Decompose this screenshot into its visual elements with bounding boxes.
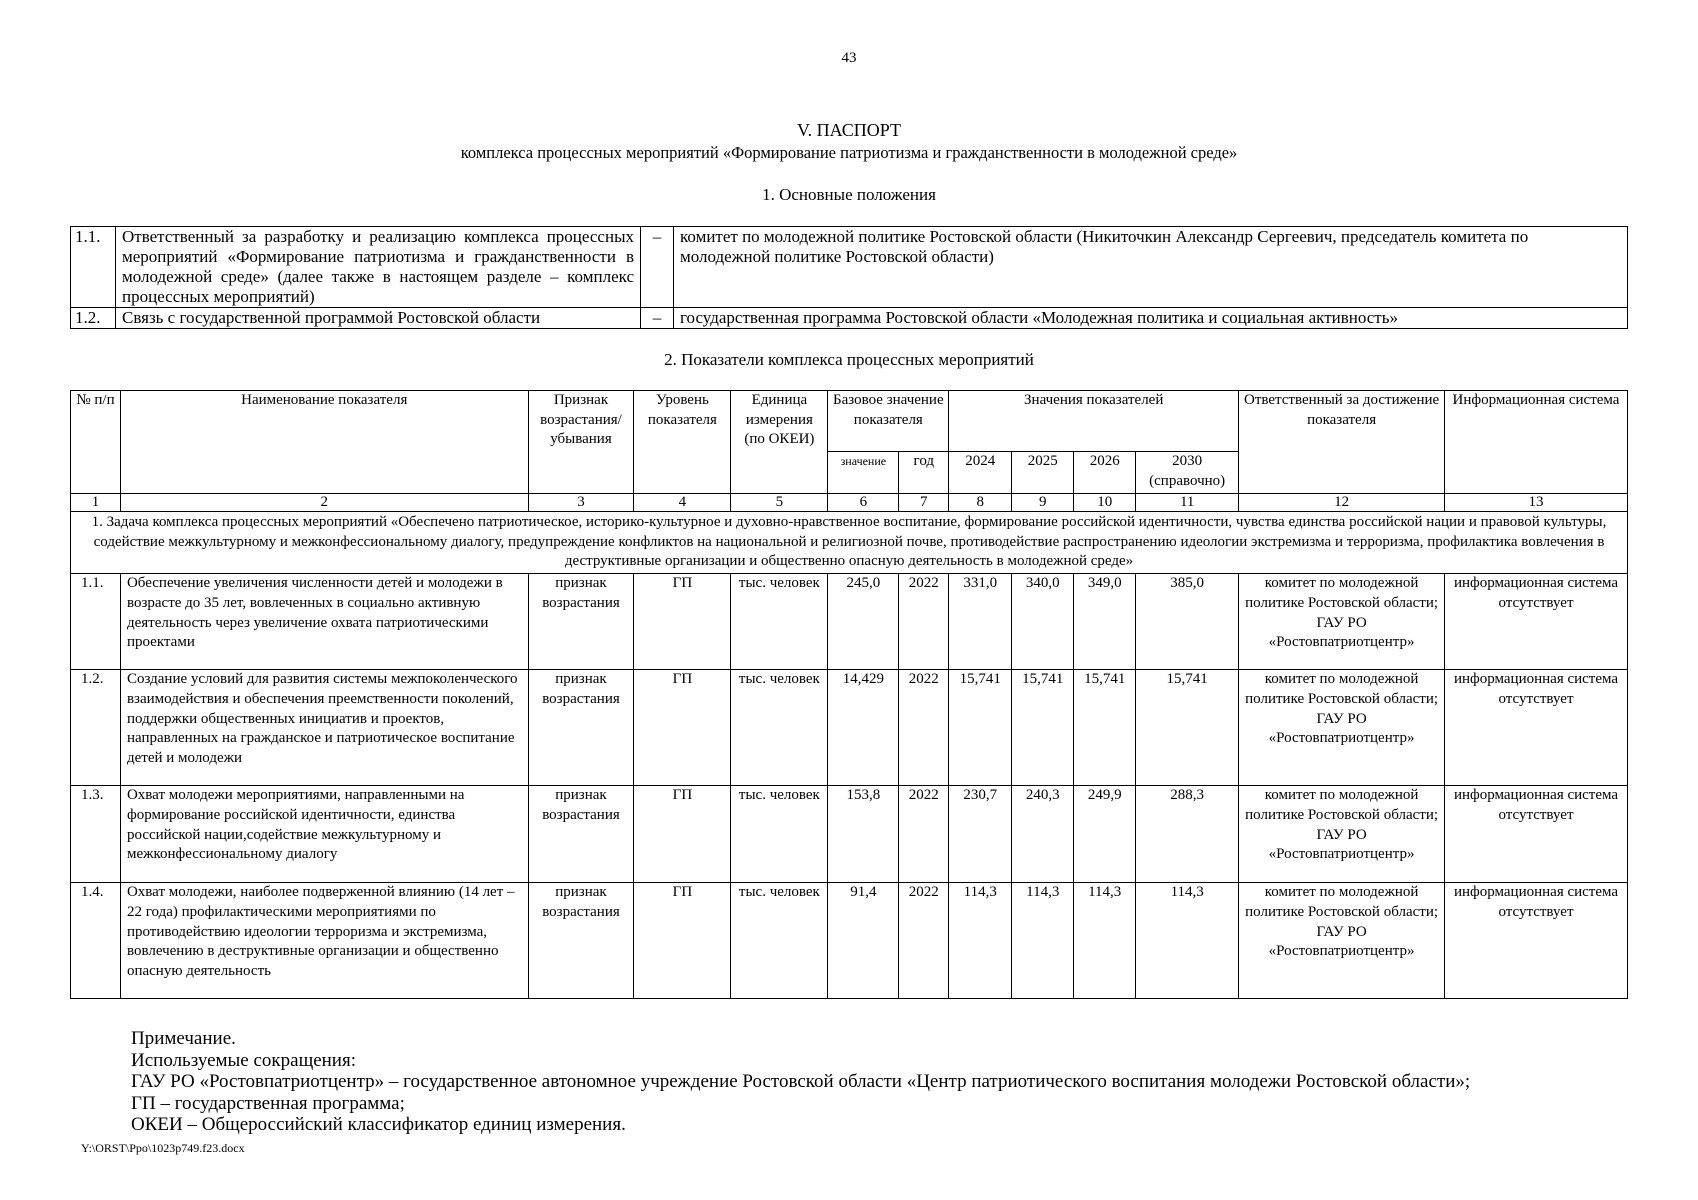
base-value: 153,8 (828, 786, 899, 883)
row-dash: – (641, 308, 674, 329)
col-number: 1 (71, 494, 121, 512)
column-number-row (71, 494, 1628, 512)
col-number: 12 (1239, 494, 1445, 512)
header-level: Уровень показателя (634, 391, 731, 494)
col-number: 3 (528, 494, 634, 512)
row-number: 1.3. (71, 786, 121, 883)
indicator-level: ГП (634, 670, 731, 786)
value-2030: 15,741 (1136, 670, 1239, 786)
responsible: комитет по молодежной политике Ростовской области; ГАУ РО «Ростовпатриотцентр» (1239, 574, 1445, 670)
header-num: № п/п (71, 391, 121, 494)
col-number: 9 (1012, 494, 1074, 512)
footer-file-path: Y:\ORST\Ppo\1023p749.f23.docx (81, 1141, 245, 1155)
value-2030: 114,3 (1136, 883, 1239, 999)
value-2025: 114,3 (1012, 883, 1074, 999)
col-number: 6 (828, 494, 899, 512)
header-infosys: Информационная система (1445, 391, 1628, 494)
value-2024: 230,7 (949, 786, 1012, 883)
indicator-trend: признак возрастания (528, 574, 634, 670)
value-2025: 240,3 (1012, 786, 1074, 883)
responsible: комитет по молодежной политике Ростовской области; ГАУ РО «Ростовпатриотцентр» (1239, 670, 1445, 786)
table-row (71, 308, 1628, 329)
notes-title: Примечание. (131, 1028, 236, 1049)
header-responsible: Ответственный за достижение показателя (1239, 391, 1445, 494)
header-base-value: значение (828, 452, 899, 494)
col-number: 2 (120, 494, 528, 512)
header-2030: 2030 (справочно) (1136, 452, 1239, 494)
indicator-level: ГП (634, 786, 731, 883)
table-row (71, 786, 1628, 883)
row-number: 1.2. (71, 308, 116, 329)
base-year: 2022 (899, 670, 949, 786)
indicator-name: Охват молодежи, наиболее подверженной влиянию (14 лет – 22 года) профилактическими мероприятиями по противодействию идеологии терроризма и экстремизма, вовлечению в деструктивные организации и общественно опасную деятельность (120, 883, 528, 999)
section-heading-indicators: 2. Показатели комплекса процессных мероприятий (664, 350, 1034, 369)
indicator-trend: признак возрастания (528, 786, 634, 883)
value-2024: 15,741 (949, 670, 1012, 786)
col-number: 11 (1136, 494, 1239, 512)
document-subtitle: комплекса процессных мероприятий «Формирование патриотизма и гражданственности в молодежной среде» (460, 143, 1238, 162)
indicator-name: Обеспечение увеличения численности детей и молодежи в возрасте до 35 лет, вовлеченных в социально активную деятельность через увеличение охвата патриотическими проектами (120, 574, 528, 670)
value-2030: 288,3 (1136, 786, 1239, 883)
value-2030: 385,0 (1136, 574, 1239, 670)
responsible: комитет по молодежной политике Ростовской области; ГАУ РО «Ростовпатриотцентр» (1239, 883, 1445, 999)
abbreviation-item: ГП – государственная программа; (131, 1092, 405, 1114)
abbreviation-item: ОКЕИ – Общероссийский классификатор единиц измерения. (131, 1114, 626, 1135)
base-year: 2022 (899, 786, 949, 883)
notes (131, 1028, 1470, 1136)
table-row (71, 574, 1628, 670)
indicator-level: ГП (634, 574, 731, 670)
indicators-table (70, 390, 1628, 999)
indicator-unit: тыс. человек (731, 883, 828, 999)
header-row (71, 391, 1628, 452)
indicator-name: Охват молодежи мероприятиями, направленными на формирование российской идентичности, единства российской нации,содействие межкультурному и межконфессиональному диалогу (120, 786, 528, 883)
header-2026: 2026 (1074, 452, 1136, 494)
base-value: 245,0 (828, 574, 899, 670)
document-title: V. ПАСПОРТ (796, 120, 901, 140)
row-label: Ответственный за разработку и реализацию комплекса процессных мероприятий «Формирование патриотизма и гражданственности в молодежной среде» (далее также в настоящем разделе – комплекс процессных мероприятий) (116, 227, 641, 308)
information-system: информационная система отсутствует (1445, 670, 1628, 786)
col-number: 10 (1074, 494, 1136, 512)
header-base: Базовое значение показателя (828, 391, 949, 452)
header-2024: 2024 (949, 452, 1012, 494)
information-system: информационная система отсутствует (1445, 574, 1628, 670)
indicator-trend: признак возрастания (528, 670, 634, 786)
col-number: 7 (899, 494, 949, 512)
value-2024: 114,3 (949, 883, 1012, 999)
row-number: 1.2. (71, 670, 121, 786)
base-year: 2022 (899, 574, 949, 670)
col-number: 8 (949, 494, 1012, 512)
row-label: Связь с государственной программой Ростовской области (116, 308, 641, 329)
value-2025: 340,0 (1012, 574, 1074, 670)
col-number: 13 (1445, 494, 1628, 512)
information-system: информационная система отсутствует (1445, 883, 1628, 999)
abbreviation-item: ГАУ РО «Ростовпатриотцентр» – государственное автономное учреждение Ростовской области «Центр патриотического воспитания молодежи Ростовской области»; (131, 1071, 1471, 1092)
indicator-unit: тыс. человек (731, 786, 828, 883)
responsible: комитет по молодежной политике Ростовской области; ГАУ РО «Ростовпатриотцентр» (1239, 786, 1445, 883)
section-heading-main-provisions: 1. Основные положения (762, 185, 936, 204)
header-unit: Единица измерения (по ОКЕИ) (731, 391, 828, 494)
base-value: 14,429 (828, 670, 899, 786)
information-system: информационная система отсутствует (1445, 786, 1628, 883)
header-values: Значения показателей (949, 391, 1239, 452)
row-number: 1.1. (71, 227, 116, 308)
base-value: 91,4 (828, 883, 899, 999)
indicator-unit: тыс. человек (731, 574, 828, 670)
row-value: комитет по молодежной политике Ростовской области (Никиточкин Александр Сергеевич, председатель комитета по молодежной политике Ростовской области) (674, 227, 1628, 308)
header-trend: Признак возрастания/ убывания (528, 391, 634, 494)
task-row (71, 512, 1628, 574)
value-2026: 114,3 (1074, 883, 1136, 999)
main-provisions-table (70, 226, 1628, 329)
indicator-trend: признак возрастания (528, 883, 634, 999)
task-description: 1. Задача комплекса процессных мероприятий «Обеспечено патриотическое, историко-культурное и духовно-нравственное воспитание, формирование российской идентичности, чувства единства российской нации и правовой культуры, содействие межкультурному и межконфессиональному диалогу, предупреждение конфликтов на национальной и религиозной почве, противодействие распространению идеологии экстремизма и терроризма, профилактика вовлечения в деструктивные организации и общественно опасную деятельность в молодежной среде» (71, 512, 1628, 574)
row-number: 1.1. (71, 574, 121, 670)
row-value: государственная программа Ростовской области «Молодежная политика и социальная активность» (674, 308, 1628, 329)
table-row (71, 670, 1628, 786)
header-base-year: год (899, 452, 949, 494)
value-2026: 249,9 (1074, 786, 1136, 883)
row-number: 1.4. (71, 883, 121, 999)
table-row (71, 227, 1628, 308)
value-2025: 15,741 (1012, 670, 1074, 786)
row-dash: – (641, 227, 674, 308)
col-number: 5 (731, 494, 828, 512)
indicator-unit: тыс. человек (731, 670, 828, 786)
col-number: 4 (634, 494, 731, 512)
page-number: 43 (841, 50, 857, 66)
base-year: 2022 (899, 883, 949, 999)
table-row (71, 883, 1628, 999)
value-2026: 15,741 (1074, 670, 1136, 786)
value-2024: 331,0 (949, 574, 1012, 670)
indicator-level: ГП (634, 883, 731, 999)
header-name: Наименование показателя (120, 391, 528, 494)
value-2026: 349,0 (1074, 574, 1136, 670)
indicator-name: Создание условий для развития системы межпоколенческого взаимодействия и обеспечения преемственности поколений, поддержки общественных инициатив и проектов, направленных на гражданское и патриотическое воспитание детей и молодежи (120, 670, 528, 786)
abbreviations-heading: Используемые сокращения: (131, 1049, 356, 1071)
header-2025: 2025 (1012, 452, 1074, 494)
